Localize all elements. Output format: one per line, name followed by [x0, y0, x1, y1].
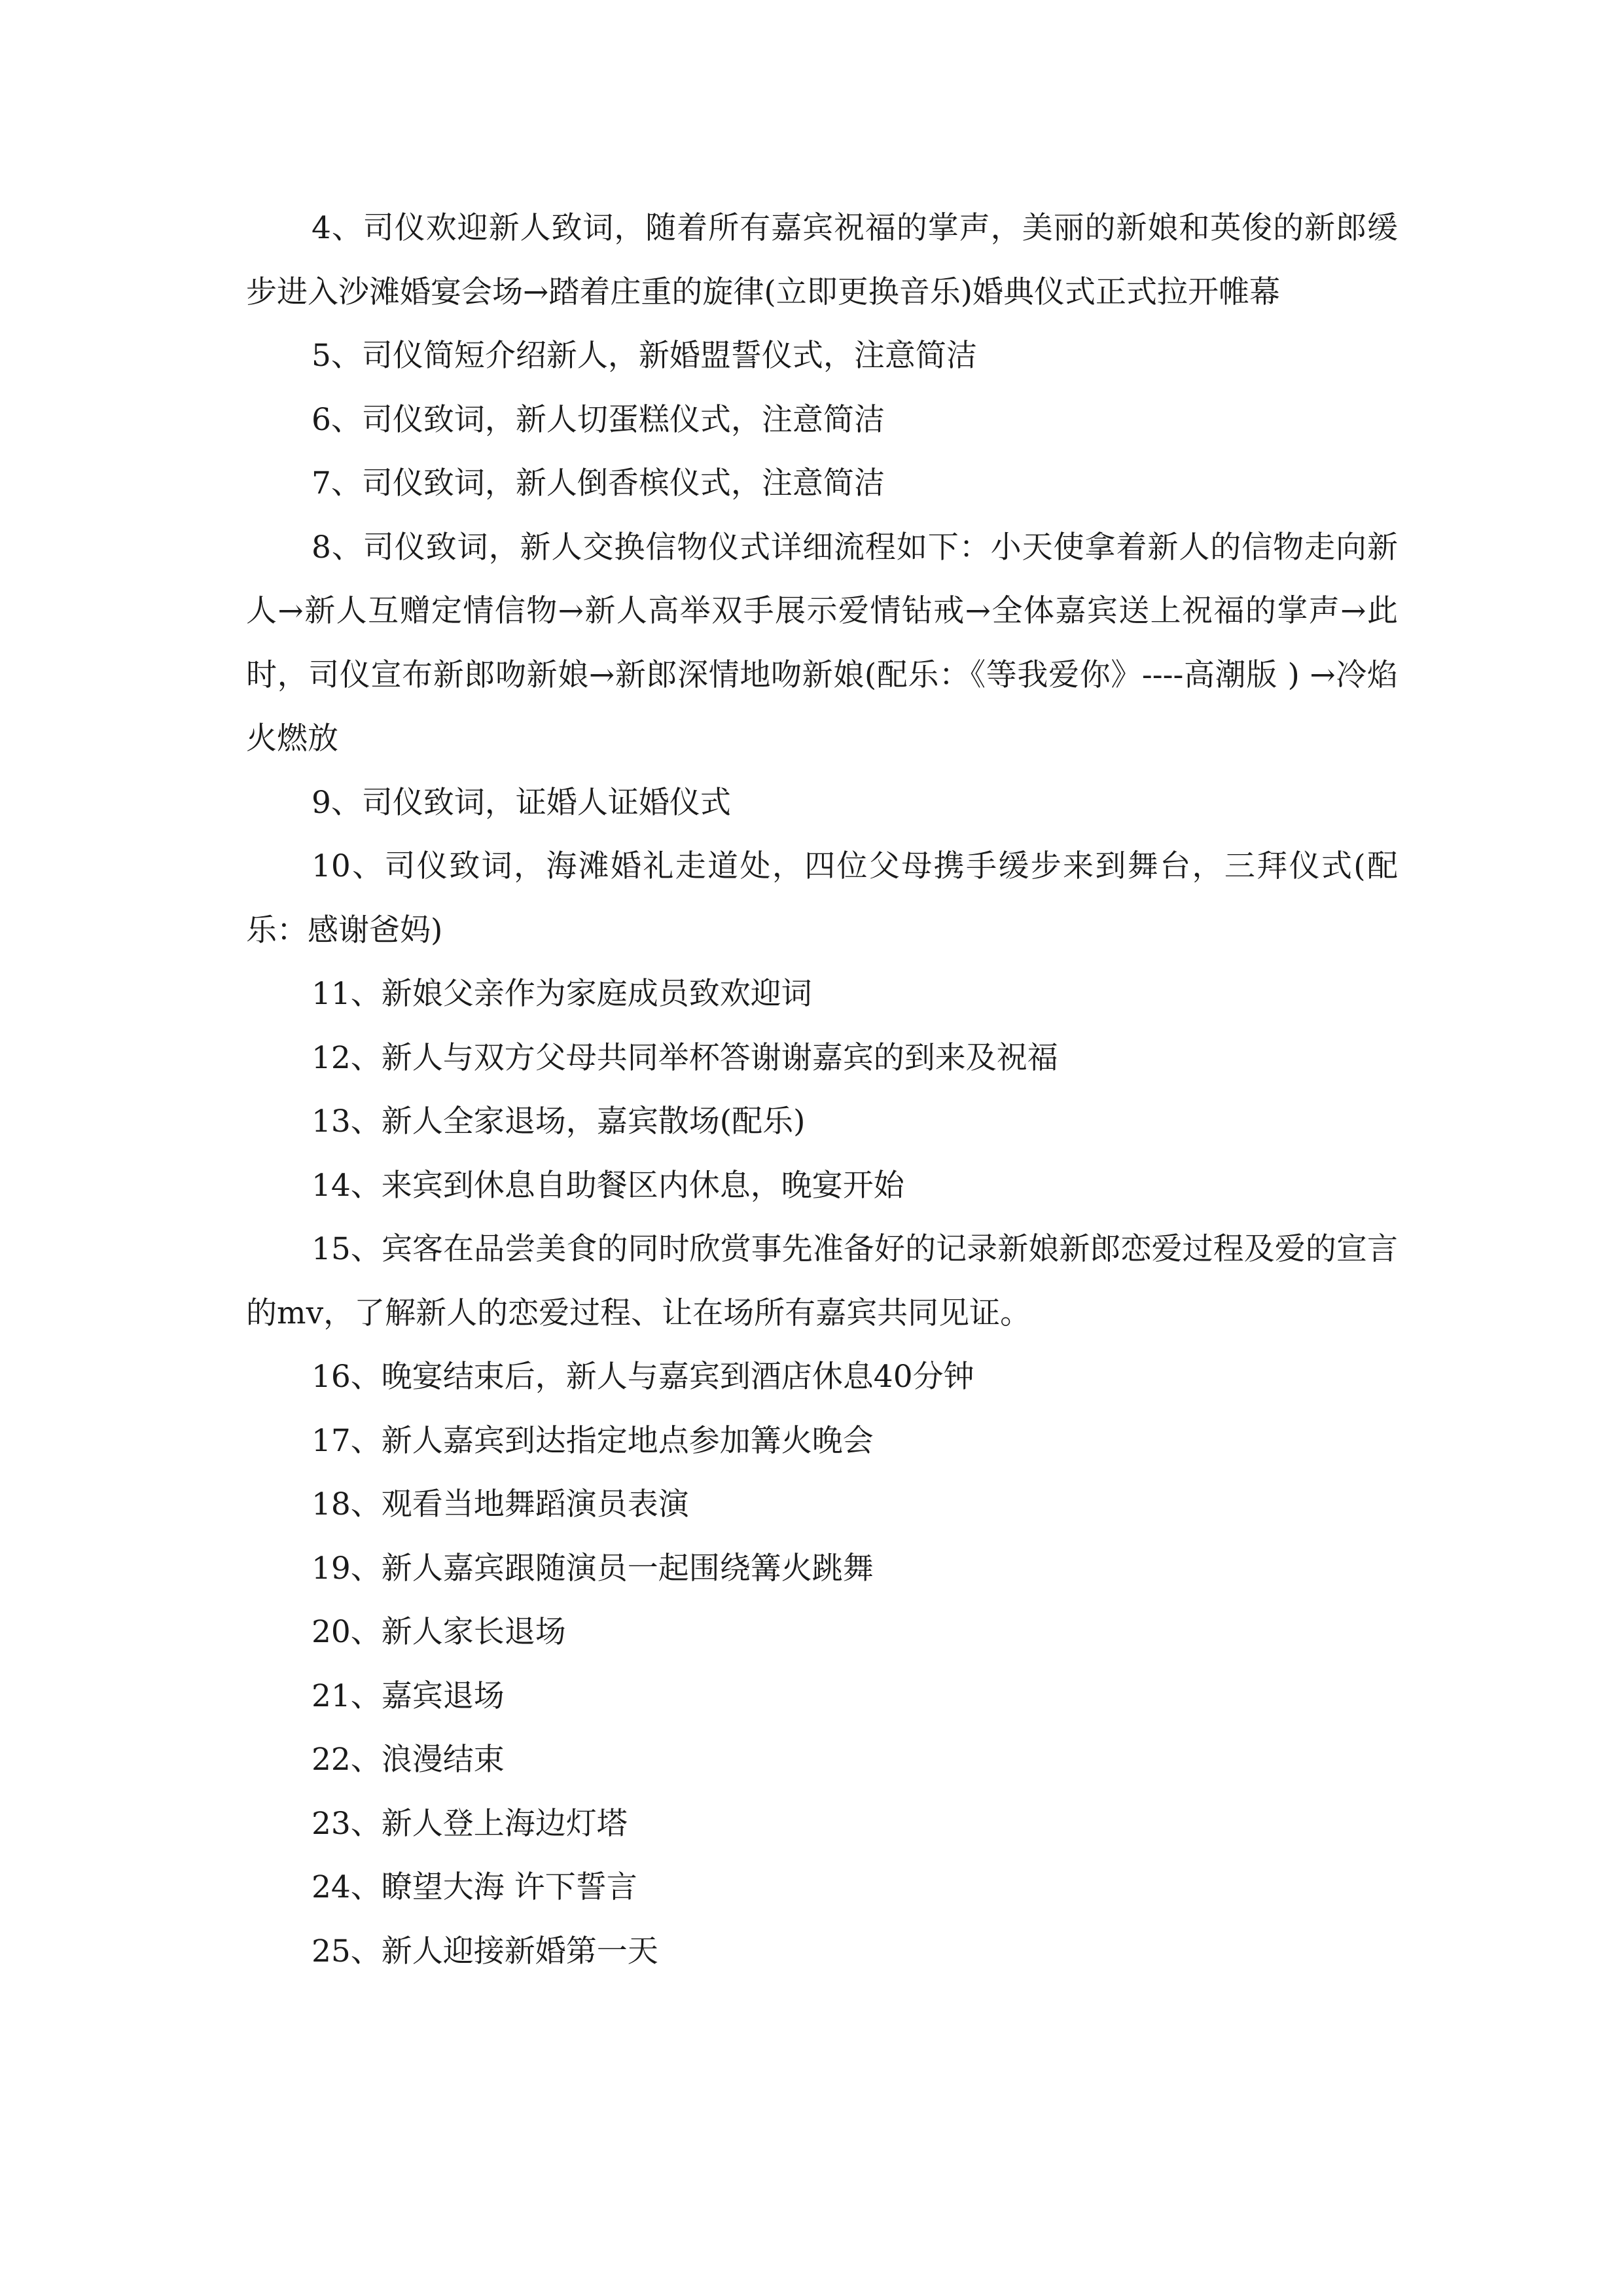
paragraph-item-21: 21、嘉宾退场 — [312, 1677, 505, 1714]
paragraph-item-18: 18、观看当地舞蹈演员表演 — [312, 1486, 689, 1522]
paragraph-item-15: 15、宾客在品尝美食的同时欣赏事先准备好的记录新娘新郎恋爱过程及爱的宣言的mv，了解新人的恋爱过程、让在场所有嘉宾共同见证。 — [246, 1231, 1398, 1331]
paragraph-item-13: 13、新人全家退场，嘉宾散场(配乐) — [312, 1103, 806, 1139]
paragraph-item-19: 19、新人嘉宾跟随演员一起围绕篝火跳舞 — [312, 1550, 874, 1587]
paragraph-item-16: 16、晚宴结束后，新人与嘉宾到酒店休息40分钟 — [312, 1359, 974, 1395]
paragraph-item-10: 10、司仪致词，海滩婚礼走道处，四位父母携手缓步来到舞台，三拜仪式(配乐：感谢爸妈) — [246, 848, 1398, 948]
paragraph-item-20: 20、新人家长退场 — [312, 1614, 566, 1650]
paragraph-item-12: 12、新人与双方父母共同举杯答谢谢嘉宾的到来及祝福 — [312, 1039, 1058, 1076]
paragraph-item-9: 9、司仪致词，证婚人证婚仪式 — [312, 784, 731, 821]
paragraph-item-6: 6、司仪致词，新人切蛋糕仪式，注意简洁 — [312, 401, 885, 438]
paragraph-item-17: 17、新人嘉宾到达指定地点参加篝火晚会 — [312, 1422, 874, 1459]
paragraph-item-14: 14、来宾到休息自助餐区内休息，晚宴开始 — [312, 1167, 904, 1204]
paragraph-item-22: 22、浪漫结束 — [312, 1742, 505, 1778]
paragraph-item-7: 7、司仪致词，新人倒香槟仪式，注意简洁 — [312, 465, 885, 501]
paragraph-item-24: 24、瞭望大海 许下誓言 — [312, 1869, 637, 1905]
paragraph-item-5: 5、司仪简短介绍新人，新婚盟誓仪式，注意简洁 — [312, 338, 977, 374]
paragraph-item-4: 4、司仪欢迎新人致词，随着所有嘉宾祝福的掌声，美丽的新娘和英俊的新郎缓步进入沙滩婚宴会场→踏着庄重的旋律(立即更换音乐)婚典仪式正式拉开帷幕 — [246, 210, 1398, 310]
paragraph-item-8: 8、司仪致词，新人交换信物仪式详细流程如下：小天使拿着新人的信物走向新人→新人互赠定情信物→新人高举双手展示爱情钻戒→全体嘉宾送上祝福的掌声→此时，司仪宣布新郎吻新娘→新郎深情地吻新娘(配乐：《等我爱你》----高潮版 ) →冷焰火燃放 — [246, 529, 1398, 757]
document-body — [246, 196, 1398, 1983]
paragraph-item-25: 25、新人迎接新婚第一天 — [312, 1933, 658, 1969]
paragraph-item-11: 11、新娘父亲作为家庭成员致欢迎词 — [312, 976, 812, 1012]
paragraph-item-23: 23、新人登上海边灯塔 — [312, 1805, 628, 1842]
